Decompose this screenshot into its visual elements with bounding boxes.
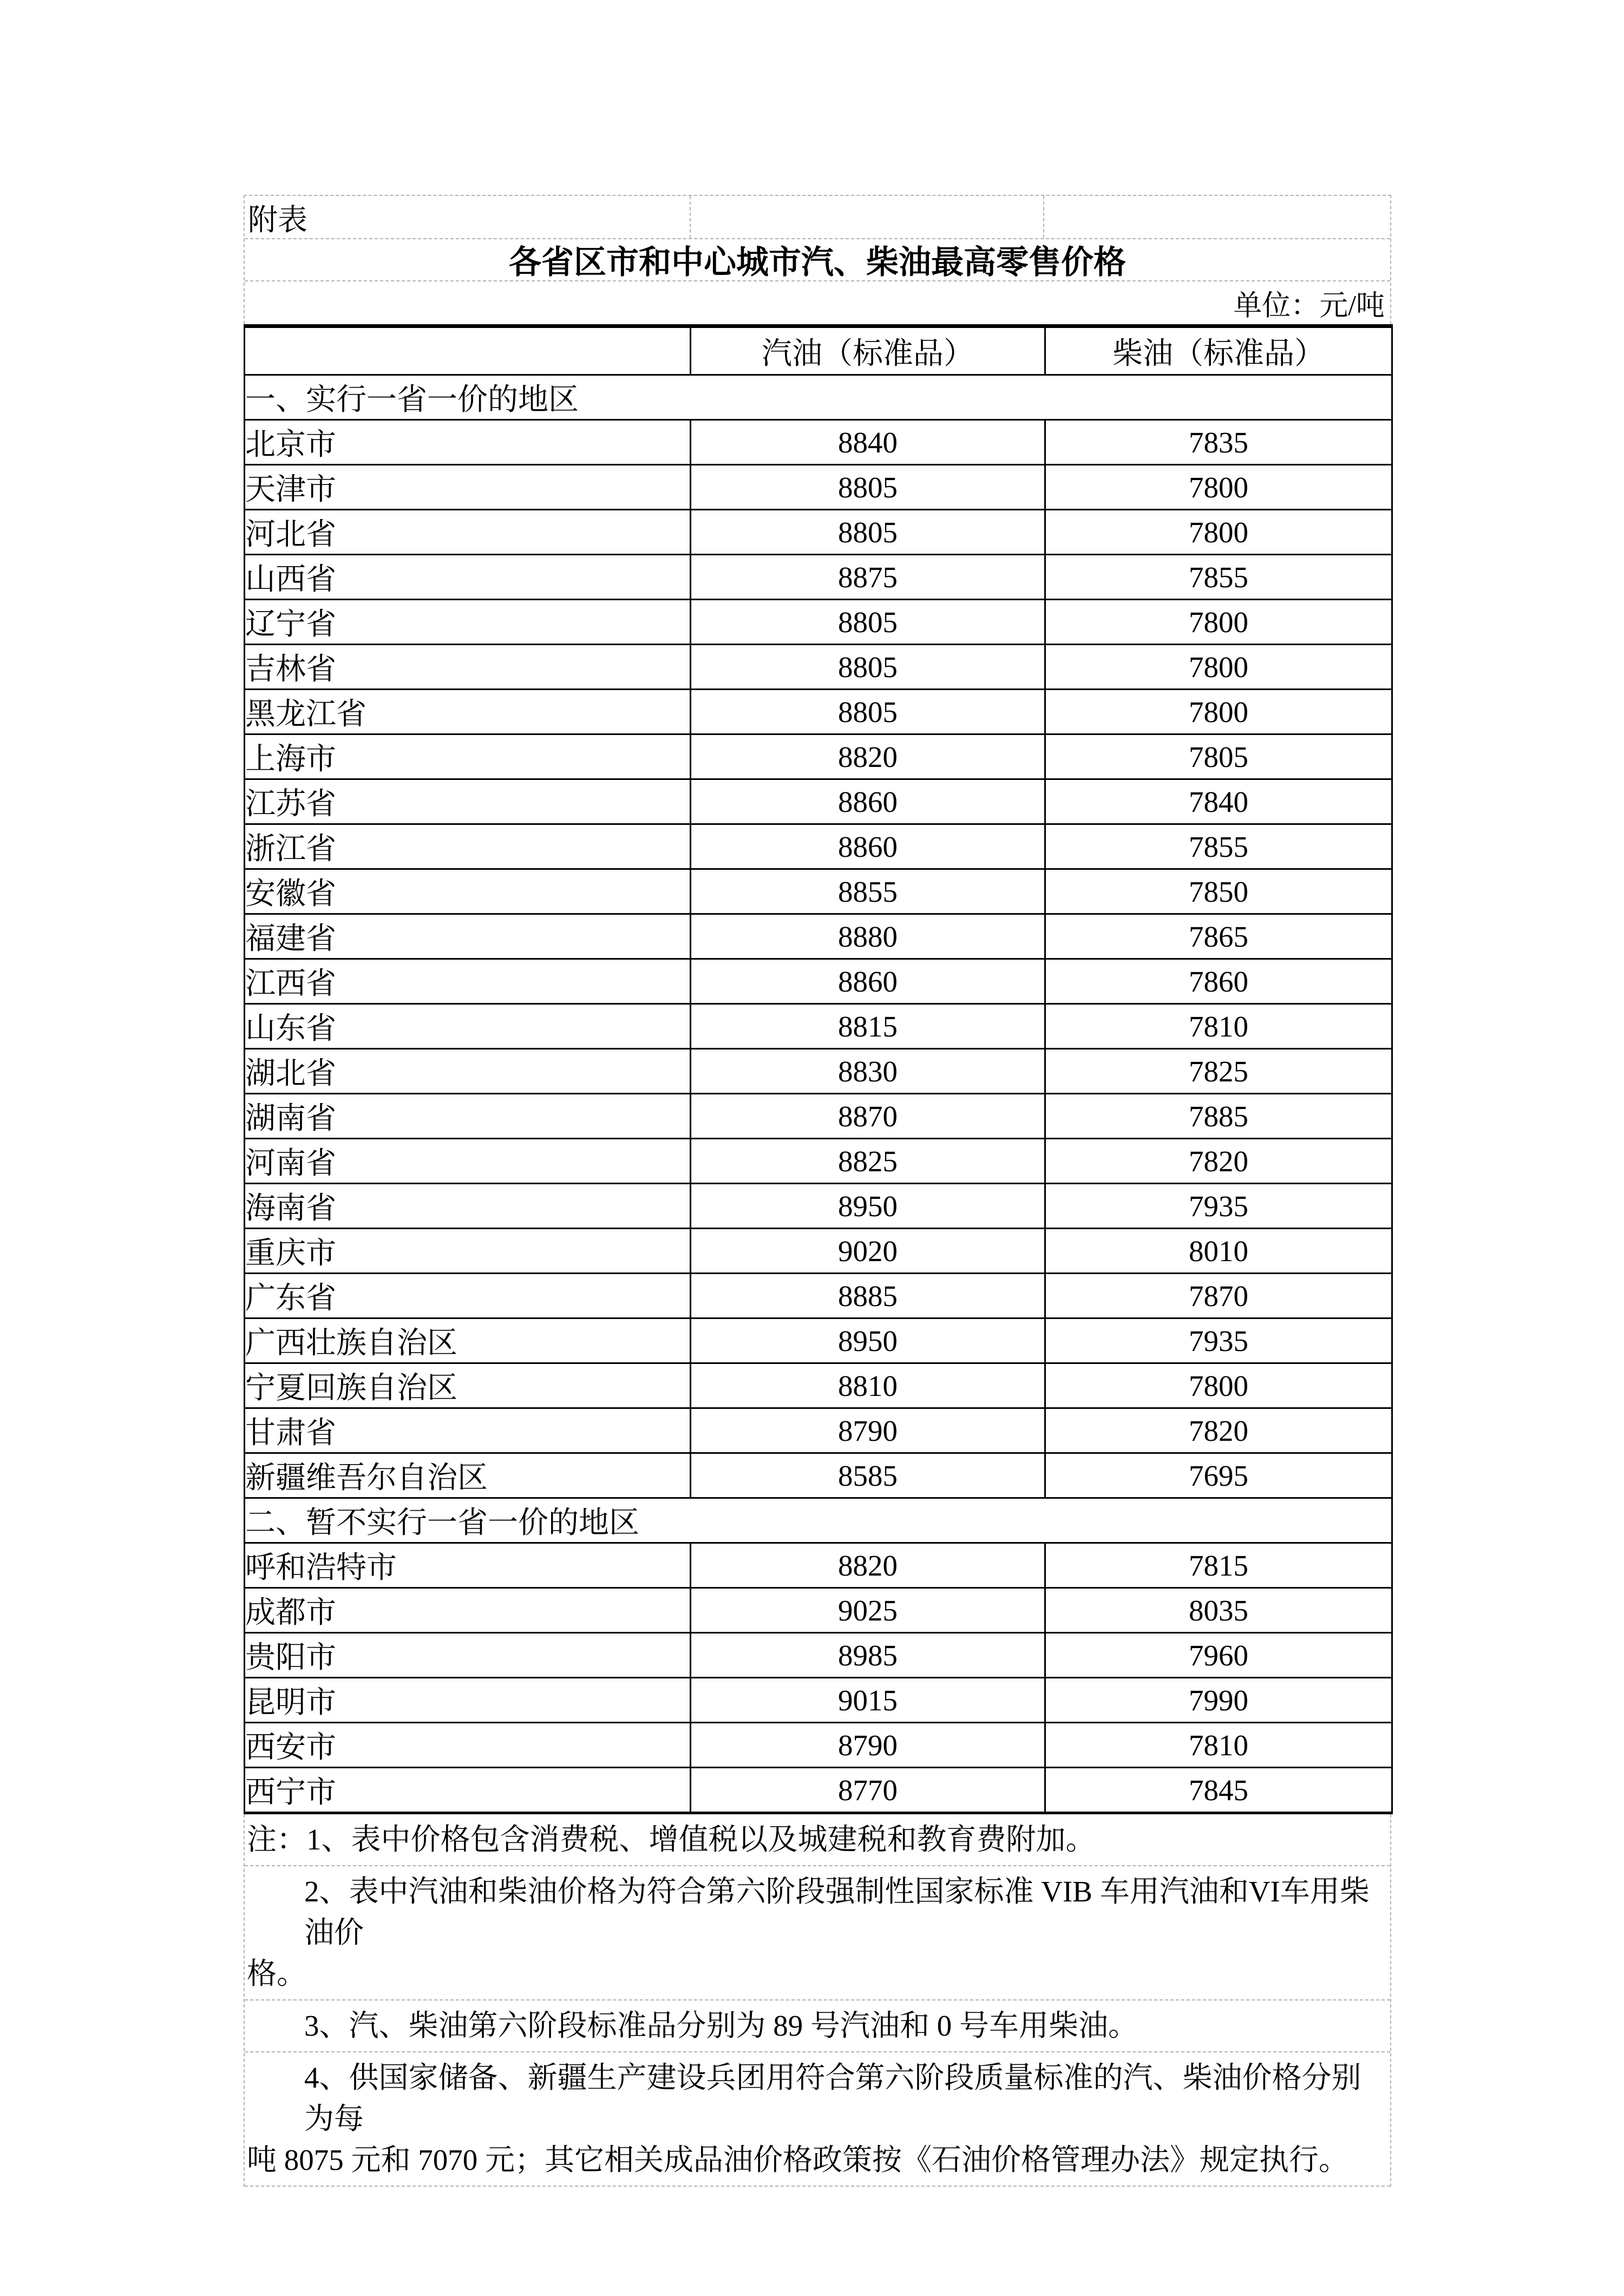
gasoline-price-cell: 9025 [691, 1588, 1045, 1633]
diesel-price-cell: 7850 [1045, 869, 1392, 914]
table-row [245, 465, 1392, 510]
region-cell: 福建省 [245, 914, 691, 959]
empty-cell [1044, 196, 1390, 238]
gasoline-price-cell: 8860 [691, 959, 1045, 1004]
diesel-price-cell: 7800 [1045, 600, 1392, 645]
table-row [245, 1274, 1392, 1318]
diesel-price-cell: 7805 [1045, 734, 1392, 779]
region-column-header [245, 326, 691, 375]
diesel-price-cell: 7855 [1045, 824, 1392, 869]
table-row [245, 1318, 1392, 1363]
region-cell: 江苏省 [245, 779, 691, 824]
region-cell: 山东省 [245, 1004, 691, 1049]
note-line: 3、汽、柴油第六阶段标准品分别为 89 号汽油和 0 号车用柴油。 [304, 2009, 1138, 2042]
diesel-price-cell: 7695 [1045, 1453, 1392, 1498]
table-row [245, 555, 1392, 600]
note-line: 2、表中汽油和柴油价格为符合第六阶段强制性国家标准 VIB 车用汽油和VI车用柴油价 [304, 1875, 1370, 1949]
note-row [245, 2000, 1390, 2052]
gasoline-price-cell: 8860 [691, 824, 1045, 869]
diesel-price-cell: 7935 [1045, 1318, 1392, 1363]
gasoline-price-cell: 8790 [691, 1723, 1045, 1768]
diesel-price-cell: 8035 [1045, 1588, 1392, 1633]
gasoline-price-cell: 8585 [691, 1453, 1045, 1498]
diesel-price-cell: 7960 [1045, 1633, 1392, 1678]
region-cell: 新疆维吾尔自治区 [245, 1453, 691, 1498]
diesel-price-cell: 7810 [1045, 1004, 1392, 1049]
gasoline-price-cell: 8860 [691, 779, 1045, 824]
table-row [245, 420, 1392, 465]
gasoline-price-cell: 8870 [691, 1094, 1045, 1139]
price-table [244, 324, 1393, 1814]
diesel-price-cell: 8010 [1045, 1229, 1392, 1274]
table-row [245, 1678, 1392, 1723]
table-row [245, 779, 1392, 824]
gasoline-price-cell: 8790 [691, 1408, 1045, 1453]
table-row [245, 690, 1392, 734]
table-row [245, 1543, 1392, 1588]
table-row [245, 1094, 1392, 1139]
diesel-price-cell: 7935 [1045, 1184, 1392, 1229]
gasoline-price-cell: 8805 [691, 600, 1045, 645]
gasoline-price-cell: 8770 [691, 1768, 1045, 1813]
gasoline-price-cell: 8805 [691, 690, 1045, 734]
region-cell: 江西省 [245, 959, 691, 1004]
gasoline-price-cell: 8985 [691, 1633, 1045, 1678]
diesel-price-cell: 7800 [1045, 1363, 1392, 1408]
region-cell: 成都市 [245, 1588, 691, 1633]
region-cell: 广西壮族自治区 [245, 1318, 691, 1363]
gasoline-price-cell: 8950 [691, 1318, 1045, 1363]
diesel-price-cell: 7820 [1045, 1139, 1392, 1184]
pre-table-area [244, 195, 1391, 324]
table-row [245, 600, 1392, 645]
appendix-label-row [245, 196, 1390, 239]
region-cell: 河北省 [245, 510, 691, 555]
appendix-label: 附表 [248, 203, 308, 237]
note-row [245, 1866, 1390, 2000]
table-row [245, 1453, 1392, 1498]
table-row [245, 914, 1392, 959]
region-cell: 浙江省 [245, 824, 691, 869]
document-content [244, 195, 1391, 2187]
region-cell: 宁夏回族自治区 [245, 1363, 691, 1408]
gasoline-column-header: 汽油（标准品） [691, 326, 1045, 375]
diesel-price-cell: 7800 [1045, 510, 1392, 555]
diesel-price-cell: 7840 [1045, 779, 1392, 824]
gasoline-price-cell: 8805 [691, 645, 1045, 690]
table-row [245, 1633, 1392, 1678]
table-row [245, 1363, 1392, 1408]
table-row [245, 824, 1392, 869]
region-cell: 广东省 [245, 1274, 691, 1318]
diesel-price-cell: 7865 [1045, 914, 1392, 959]
region-cell: 西安市 [245, 1723, 691, 1768]
diesel-price-cell: 7820 [1045, 1408, 1392, 1453]
gasoline-price-cell: 8825 [691, 1139, 1045, 1184]
gasoline-price-cell: 8885 [691, 1274, 1045, 1318]
diesel-price-cell: 7855 [1045, 555, 1392, 600]
diesel-price-cell: 7800 [1045, 645, 1392, 690]
gasoline-price-cell: 9015 [691, 1678, 1045, 1723]
region-cell: 辽宁省 [245, 600, 691, 645]
region-cell: 吉林省 [245, 645, 691, 690]
table-row [245, 1004, 1392, 1049]
gasoline-price-cell: 8810 [691, 1363, 1045, 1408]
diesel-price-cell: 7885 [1045, 1094, 1392, 1139]
gasoline-price-cell: 8805 [691, 465, 1045, 510]
diesel-price-cell: 7825 [1045, 1049, 1392, 1094]
region-cell: 山西省 [245, 555, 691, 600]
region-cell: 北京市 [245, 420, 691, 465]
gasoline-price-cell: 8820 [691, 1543, 1045, 1588]
table-row [245, 734, 1392, 779]
region-cell: 黑龙江省 [245, 690, 691, 734]
table-row [245, 1723, 1392, 1768]
region-cell: 河南省 [245, 1139, 691, 1184]
page-title: 各省区市和中心城市汽、柴油最高零售价格 [509, 244, 1126, 280]
region-cell: 昆明市 [245, 1678, 691, 1723]
section-header-label: 一、实行一省一价的地区 [245, 375, 1392, 420]
gasoline-price-cell: 8875 [691, 555, 1045, 600]
region-cell: 安徽省 [245, 869, 691, 914]
note-line: 注：1、表中价格包含消费税、增值税以及城建税和教育费附加。 [247, 1823, 1096, 1856]
gasoline-price-cell: 8880 [691, 914, 1045, 959]
region-cell: 湖北省 [245, 1049, 691, 1094]
note-line: 格。 [247, 1957, 307, 1990]
section-header-row [245, 1498, 1392, 1543]
table-header-row [245, 326, 1392, 375]
region-cell: 重庆市 [245, 1229, 691, 1274]
diesel-price-cell: 7800 [1045, 690, 1392, 734]
region-cell: 湖南省 [245, 1094, 691, 1139]
table-row [245, 1049, 1392, 1094]
table-row [245, 645, 1392, 690]
diesel-price-cell: 7860 [1045, 959, 1392, 1004]
region-cell: 甘肃省 [245, 1408, 691, 1453]
region-cell: 天津市 [245, 465, 691, 510]
notes-area [244, 1814, 1391, 2187]
region-cell: 海南省 [245, 1184, 691, 1229]
gasoline-price-cell: 8840 [691, 420, 1045, 465]
gasoline-price-cell: 8820 [691, 734, 1045, 779]
gasoline-price-cell: 8815 [691, 1004, 1045, 1049]
diesel-price-cell: 7990 [1045, 1678, 1392, 1723]
table-row [245, 1184, 1392, 1229]
section-header-row [245, 375, 1392, 420]
appendix-label-cell [245, 196, 691, 238]
table-row [245, 1139, 1392, 1184]
price-table-body [245, 375, 1392, 1813]
diesel-price-cell: 7870 [1045, 1274, 1392, 1318]
table-row [245, 1768, 1392, 1813]
note-row [245, 1814, 1390, 1866]
gasoline-price-cell: 9020 [691, 1229, 1045, 1274]
gasoline-price-cell: 8830 [691, 1049, 1045, 1094]
gasoline-price-cell: 8805 [691, 510, 1045, 555]
region-cell: 呼和浩特市 [245, 1543, 691, 1588]
gasoline-price-cell: 8855 [691, 869, 1045, 914]
note-row [245, 2052, 1390, 2187]
note-line: 吨 8075 元和 7070 元；其它相关成品油价格政策按《石油价格管理办法》规定执行。 [247, 2143, 1349, 2176]
empty-cell [691, 196, 1044, 238]
table-row [245, 869, 1392, 914]
note-line: 4、供国家储备、新疆生产建设兵团用符合第六阶段质量标准的汽、柴油价格分别为每 [304, 2061, 1361, 2135]
title-row [245, 239, 1390, 281]
table-row [245, 1588, 1392, 1633]
gasoline-price-cell: 8950 [691, 1184, 1045, 1229]
section-header-label: 二、暂不实行一省一价的地区 [245, 1498, 1392, 1543]
region-cell: 贵阳市 [245, 1633, 691, 1678]
table-row [245, 959, 1392, 1004]
unit-row [245, 281, 1390, 324]
region-cell: 西宁市 [245, 1768, 691, 1813]
diesel-price-cell: 7835 [1045, 420, 1392, 465]
diesel-price-cell: 7810 [1045, 1723, 1392, 1768]
table-row [245, 1229, 1392, 1274]
unit-label: 单位：元/吨 [1233, 290, 1385, 322]
diesel-column-header: 柴油（标准品） [1045, 326, 1392, 375]
table-row [245, 1408, 1392, 1453]
diesel-price-cell: 7815 [1045, 1543, 1392, 1588]
diesel-price-cell: 7845 [1045, 1768, 1392, 1813]
table-row [245, 510, 1392, 555]
diesel-price-cell: 7800 [1045, 465, 1392, 510]
region-cell: 上海市 [245, 734, 691, 779]
